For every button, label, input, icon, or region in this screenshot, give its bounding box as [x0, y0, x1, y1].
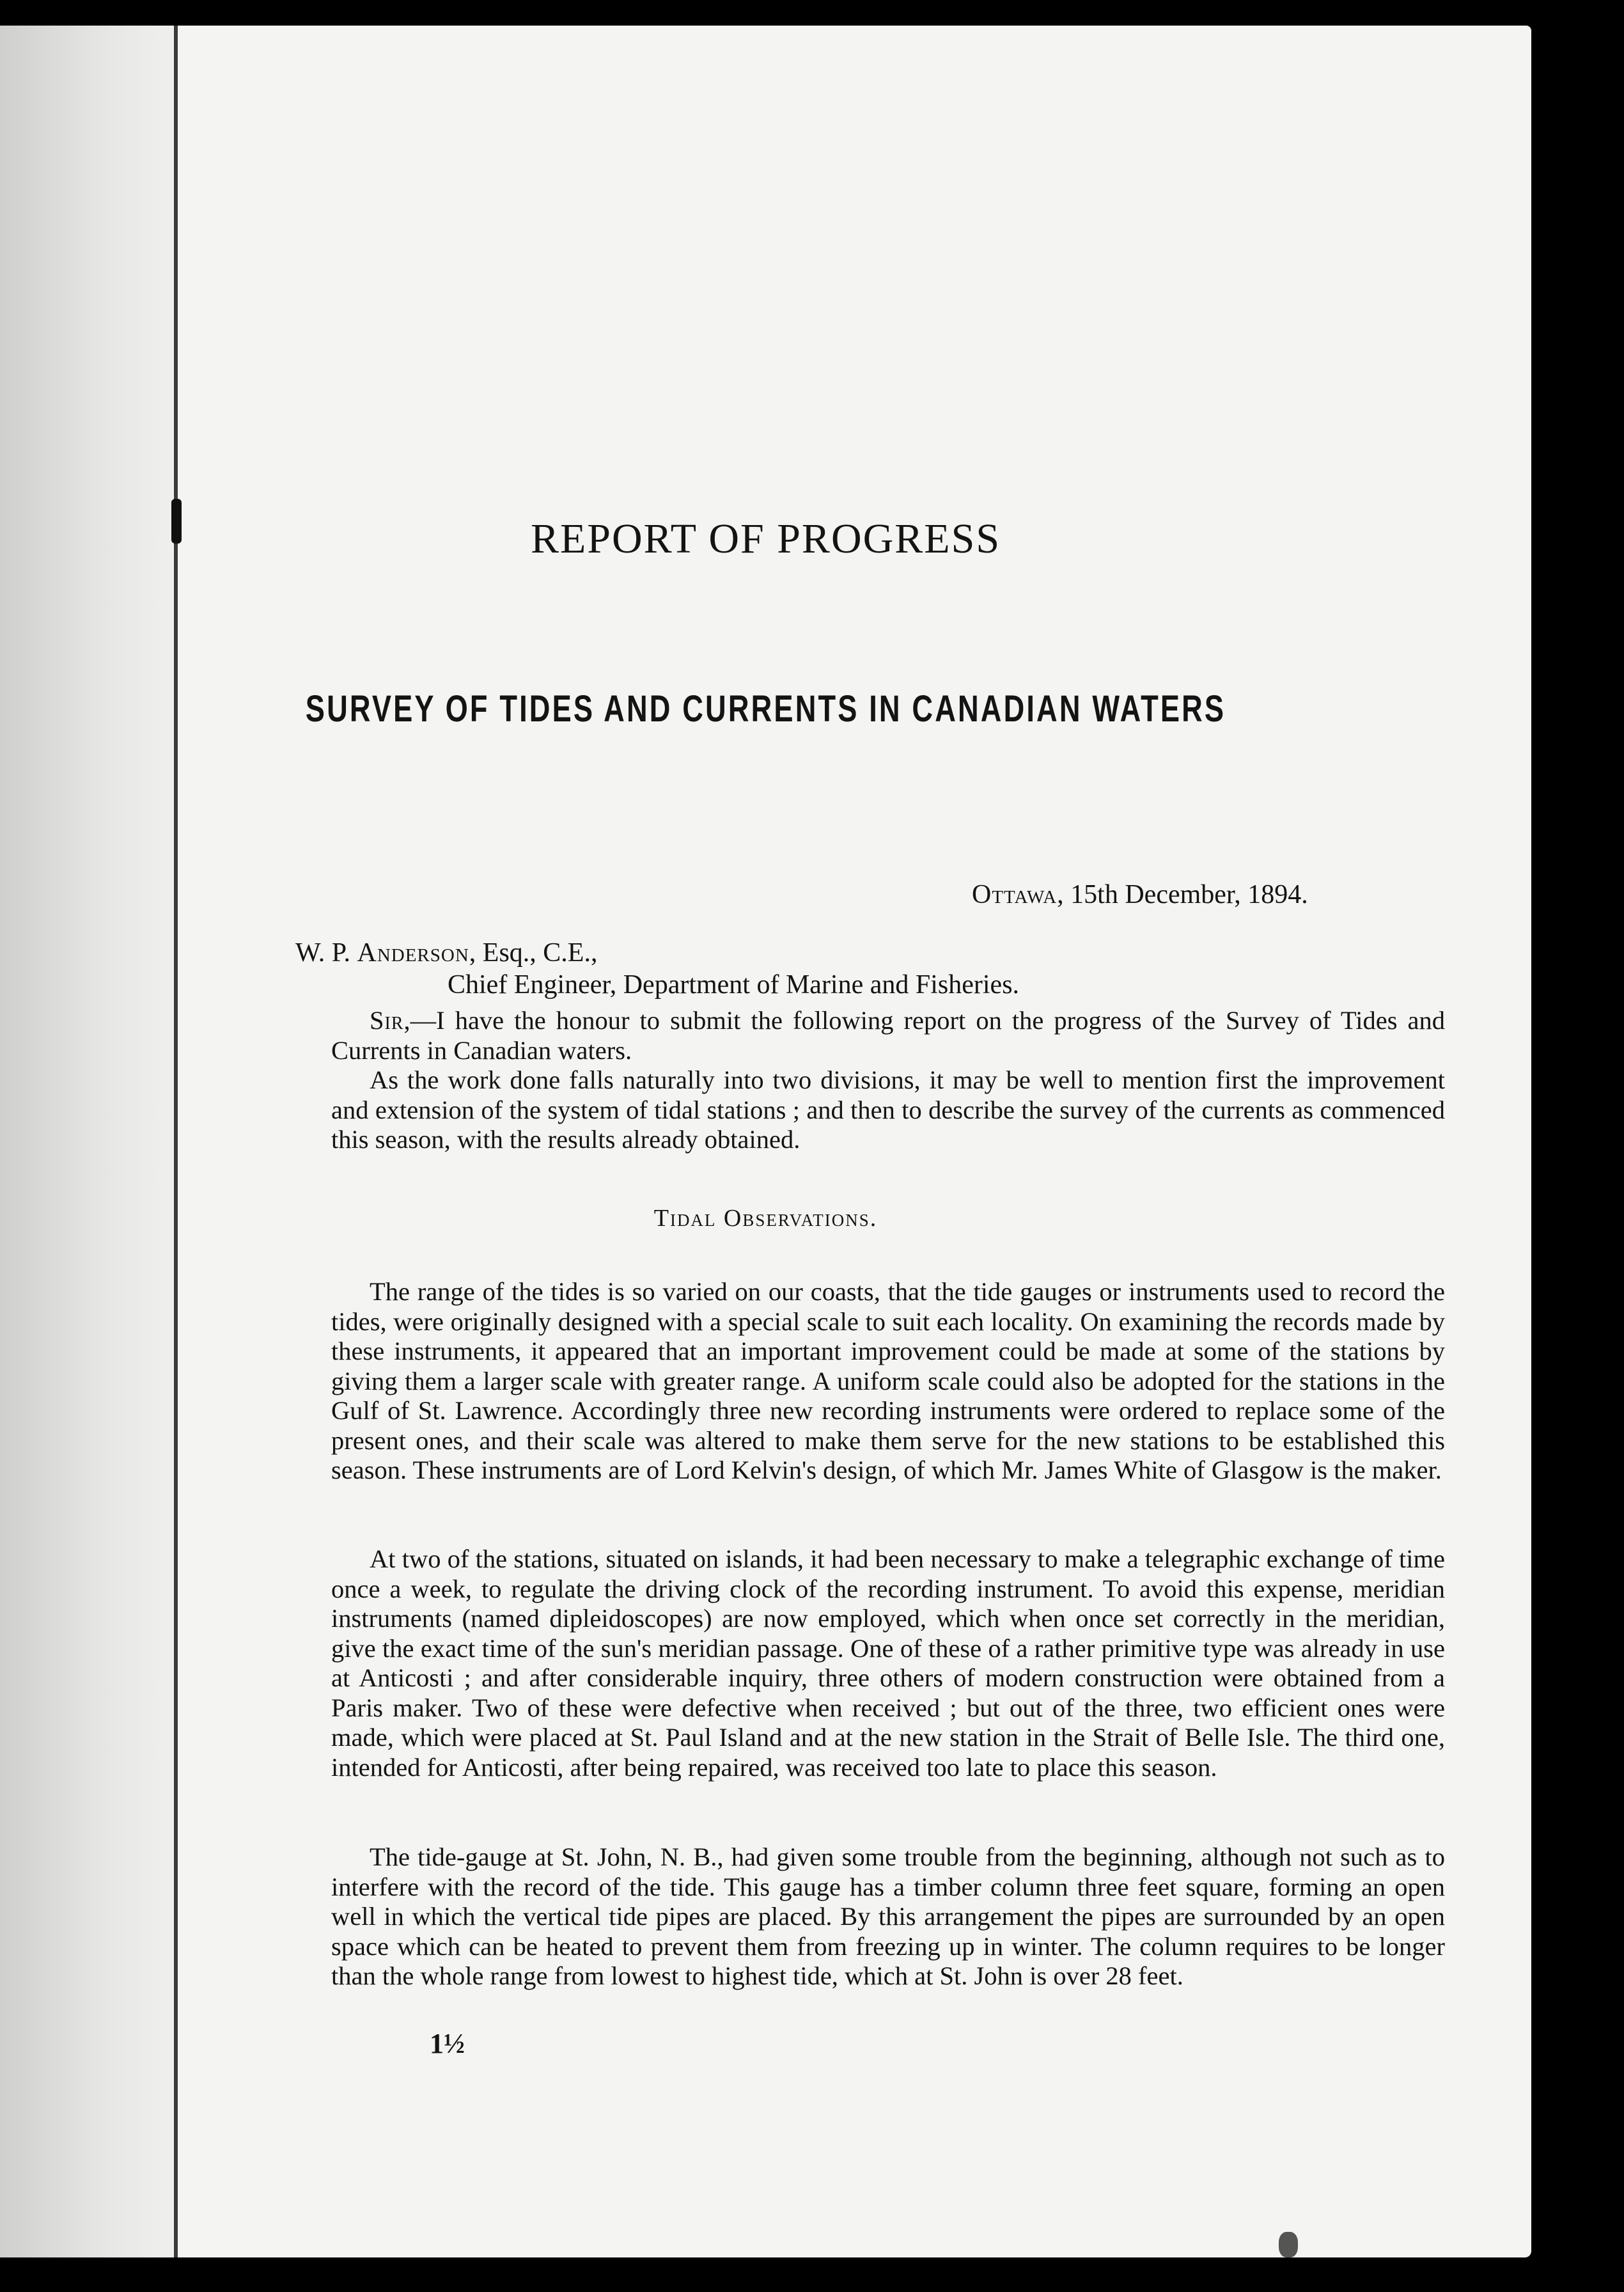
paragraph-2-text: As the work done falls naturally into two divisions, it may be well to mention first the improvement and extension of the system of tidal stations ; and then to describe the survey of the currents as commenced this season, with the results already obtained.: [331, 1065, 1445, 1154]
paragraph-3-text: The range of the tides is so varied on our coasts, that the tide gauges or instruments used to record the tides, were originally designed with a special scale to suit each locality. On examining the records made by these instruments, it appeared that an important improvement could be made at some of the stations by giving them a larger scale with greater range. A uniform scale could also be adopted for the stations in the Gulf of St. Lawrence. Accordingly three new recording instruments were ordered to replace some of the present ones, and their scale was altered to make them serve for the new stations to be established this season. These instruments are of Lord Kelvin's design, of which Mr. James White of Glasgow is the maker.: [331, 1277, 1445, 1484]
scan-speck: [1279, 2232, 1298, 2257]
addressee-initials: W. P.: [295, 938, 357, 968]
paragraph-4-text: At two of the stations, situated on islands, it had been necessary to make a telegraphic exchange of time once a week, to regulate the driving clock of the recording instrument. To avoid this expense, meridian instruments (named dipleidoscopes) are now employed, which when once set correctly in the meridian, give the exact time of the sun's meridian passage. One of these of a rather primitive type was already in use at Anticosti ; and after considerable inquiry, three others of modern construction were obtained from a Paris maker. Two of these were defective when received ; but out of the three, two efficient ones were made, which were placed at St. Paul Island and at the new station in the Strait of Belle Isle. The third one, intended for Anticosti, after being repaired, was received too late to place this season.: [331, 1544, 1445, 1782]
report-title: REPORT OF PROGRESS: [530, 515, 1001, 562]
addressee-position: Chief Engineer, Department of Marine and Fisheries.: [448, 970, 1020, 1000]
dateline: [972, 879, 1308, 910]
addressee-name-line: [295, 937, 1019, 969]
addressee-surname: Anderson: [357, 938, 469, 968]
tidal-paragraph-3: [331, 1842, 1445, 1991]
binding-fold-line: [174, 26, 178, 2257]
dateline-place: Ottawa: [972, 880, 1058, 909]
tidal-paragraph-2: [331, 1544, 1445, 1782]
paragraph-1-text: ,—I have the honour to submit the following report on the progress of the Survey of Tides and Currents in Canadian waters.: [331, 1006, 1445, 1065]
tidal-paragraph-1: [331, 1277, 1445, 1486]
addressee-suffix: , Esq., C.E.,: [469, 938, 598, 968]
section-heading: Tidal Observations.: [653, 1205, 878, 1232]
dateline-date: , 15th December, 1894.: [1057, 880, 1308, 909]
letter-paragraph-1: [331, 1006, 1445, 1065]
binding-shadow: [0, 26, 173, 2257]
paragraph-5-text: The tide-gauge at St. John, N. B., had given some trouble from the beginning, although not such as to interfere with the record of the tide. This gauge has a timber column three feet square, forming an open well in which the vertical tide pipes are placed. By this arrangement the pipes are surrounded by an open space which can be heated to prevent them from freezing up in winter. The column requires to be longer than the whole range from lowest to highest tide, which at St. John is over 28 feet.: [331, 1842, 1445, 1990]
report-subtitle: SURVEY OF TIDES AND CURRENTS IN CANADIAN WATERS: [305, 688, 1226, 730]
folio-signature: 1½: [430, 2028, 465, 2059]
addressee-block: [295, 937, 1019, 1001]
salutation: Sir: [370, 1006, 404, 1035]
letter-paragraph-2: [331, 1065, 1445, 1155]
paper-sheet: [0, 26, 1531, 2257]
